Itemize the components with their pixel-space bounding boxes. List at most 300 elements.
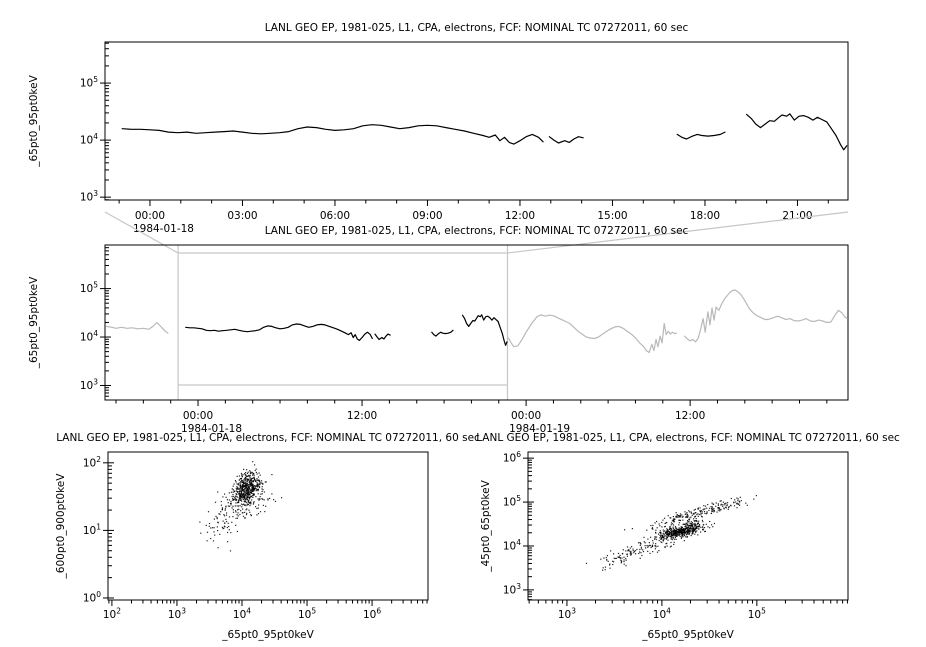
scatter-point — [246, 502, 247, 503]
scatter-point — [718, 503, 719, 504]
scatter-point — [249, 505, 250, 506]
scatter-point — [685, 517, 686, 518]
scatter-point — [254, 477, 255, 478]
scatter-point — [217, 526, 218, 527]
scatter-point — [691, 529, 692, 530]
scatter-point — [255, 496, 256, 497]
scatter-point — [256, 508, 257, 509]
scatter-point — [671, 538, 672, 539]
scatter-point — [217, 530, 218, 531]
scatter-point — [711, 508, 712, 509]
scatter-point — [240, 485, 241, 486]
scatter-point — [227, 527, 228, 528]
scatter-point — [695, 516, 696, 517]
scatter-point — [243, 491, 244, 492]
scatter-point — [681, 526, 682, 527]
scatter-point — [670, 528, 671, 529]
scatter-point — [675, 526, 676, 527]
scatter-point — [725, 507, 726, 508]
scatter-point — [632, 528, 633, 529]
scatter-point — [698, 516, 699, 517]
scatter-point — [722, 506, 723, 507]
scatter-point — [616, 558, 617, 559]
scatter-point — [625, 565, 626, 566]
scatter-point — [656, 521, 657, 522]
scatter-point — [249, 502, 250, 503]
scatter-point — [258, 480, 259, 481]
x-tick-label: $10^5$ — [297, 606, 317, 621]
scatter-point — [723, 508, 724, 509]
scatter-point — [645, 542, 646, 543]
scatter-point — [664, 518, 665, 519]
y-tick-label: $10^4$ — [502, 537, 521, 553]
scatter-point — [673, 544, 674, 545]
data-series — [463, 315, 508, 346]
scatter-point — [233, 496, 234, 497]
scatter-point — [662, 535, 663, 536]
scatter-point — [661, 539, 662, 540]
scatter-point — [652, 527, 653, 528]
scatter-point — [694, 524, 695, 525]
scatter-point — [701, 516, 702, 517]
scatter-point — [674, 542, 675, 543]
scatter-point — [226, 512, 227, 513]
scatter-point — [243, 494, 244, 495]
scatter-point — [244, 478, 245, 479]
scatter-point — [250, 473, 251, 474]
scatter-point — [273, 499, 274, 500]
scatter-point — [702, 529, 703, 530]
scatter-point — [217, 517, 218, 518]
scatter-point — [713, 504, 714, 505]
scatter-point — [711, 510, 712, 511]
scatter-point — [267, 499, 268, 500]
x-axis-label: _65pt0_95pt0keV — [642, 629, 734, 641]
scatter-point — [258, 498, 259, 499]
scatter-point — [702, 527, 703, 528]
scatter-point — [680, 513, 681, 514]
plot-title: LANL GEO EP, 1981-025, L1, CPA, electrons, FCF: NOMINAL TC 07272011, 60 sec — [56, 432, 480, 444]
scatter-point — [736, 498, 737, 499]
scatter-point — [706, 511, 707, 512]
panel-context-overview[interactable] — [28, 212, 848, 435]
scatter-point — [680, 534, 681, 535]
scatter-point — [251, 499, 252, 500]
scatter-point — [701, 513, 702, 514]
scatter-point — [670, 517, 671, 518]
scatter-point — [258, 500, 259, 501]
scatter-point — [650, 525, 651, 526]
scatter-point — [236, 496, 237, 497]
scatter-point — [688, 519, 689, 520]
scatter-point — [259, 499, 260, 500]
scatter-point — [262, 499, 263, 500]
scatter-point — [671, 524, 672, 525]
scatter-point — [663, 531, 664, 532]
scatter-point — [241, 499, 242, 500]
scatter-point — [704, 527, 705, 528]
scatter-point — [607, 555, 608, 556]
scatter-point — [258, 508, 259, 509]
scatter-point — [639, 551, 640, 552]
scatter-point — [683, 529, 684, 530]
scatter-point — [643, 537, 644, 538]
scatter-point — [623, 561, 624, 562]
scatter-point — [225, 506, 226, 507]
scatter-point — [673, 537, 674, 538]
scatter-point — [655, 530, 656, 531]
scatter-point — [241, 478, 242, 479]
scatter-point — [668, 515, 669, 516]
scatter-point — [257, 473, 258, 474]
plot-title: LANL GEO EP, 1981-025, L1, CPA, electrons, FCF: NOMINAL TC 07272011, 60 sec — [476, 432, 900, 444]
scatter-point — [615, 558, 616, 559]
scatter-point — [641, 547, 642, 548]
scatter-point — [640, 542, 641, 543]
scatter-point — [255, 480, 256, 481]
scatter-point — [233, 492, 234, 493]
scatter-point — [213, 527, 214, 528]
scatter-point — [662, 520, 663, 521]
scatter-point — [690, 530, 691, 531]
scatter-point — [652, 545, 653, 546]
scatter-point — [253, 491, 254, 492]
scatter-point — [246, 490, 247, 491]
y-axis-label: _65pt0_95pt0keV — [28, 75, 40, 167]
scatter-point — [674, 539, 675, 540]
scatter-point — [252, 475, 253, 476]
scatter-point — [712, 506, 713, 507]
scatter-point — [250, 490, 251, 491]
scatter-point — [215, 502, 216, 503]
scatter-point — [676, 528, 677, 529]
scatter-point — [706, 524, 707, 525]
scatter-point — [705, 531, 706, 532]
scatter-point — [237, 496, 238, 497]
x-tick-label: $10^3$ — [557, 606, 577, 621]
y-tick-label: $10^3$ — [502, 581, 521, 597]
scatter-point — [603, 567, 604, 568]
scatter-point — [737, 500, 738, 501]
scatter-point — [687, 514, 688, 515]
scatter-point — [230, 504, 231, 505]
x-tick-label: $10^2$ — [102, 606, 121, 621]
scatter-point — [246, 496, 247, 497]
scatter-point — [603, 558, 604, 559]
scatter-point — [652, 529, 653, 530]
scatter-point — [243, 504, 244, 505]
scatter-point — [684, 534, 685, 535]
scatter-point — [736, 503, 737, 504]
scatter-point — [254, 488, 255, 489]
time-tick-label: 09:00 — [412, 210, 443, 222]
scatter-point — [257, 485, 258, 486]
scatter-point — [706, 508, 707, 509]
scatter-point — [723, 502, 724, 503]
scatter-point — [245, 480, 246, 481]
y-tick-label: $10^4$ — [79, 132, 98, 147]
scatter-point — [225, 508, 226, 509]
scatter-point — [199, 522, 200, 523]
scatter-point — [684, 531, 685, 532]
scatter-point — [686, 512, 687, 513]
scatter-point — [261, 488, 262, 489]
scatter-point — [681, 514, 682, 515]
scatter-point — [668, 531, 669, 532]
scatter-point — [699, 514, 700, 515]
scatter-point — [252, 493, 253, 494]
scatter-point — [248, 472, 249, 473]
scatter-point — [641, 548, 642, 549]
scatter-point — [250, 503, 251, 504]
scatter-point — [704, 511, 705, 512]
scatter-point — [675, 533, 676, 534]
panel-scatter-600-900[interactable] — [55, 432, 480, 641]
y-tick-label: $10^2$ — [82, 454, 101, 470]
scatter-point — [663, 537, 664, 538]
scatter-point — [692, 528, 693, 529]
scatter-point — [652, 551, 653, 552]
scatter-point — [258, 493, 259, 494]
scatter-point — [627, 546, 628, 547]
scatter-point — [691, 512, 692, 513]
scatter-point — [737, 503, 738, 504]
scatter-point — [243, 469, 244, 470]
scatter-point — [238, 499, 239, 500]
panel-main-timeseries[interactable] — [28, 22, 848, 235]
scatter-point — [237, 518, 238, 519]
scatter-point — [719, 507, 720, 508]
scatter-point — [660, 541, 661, 542]
scatter-point — [684, 524, 685, 525]
scatter-point — [244, 498, 245, 499]
scatter-point — [214, 519, 215, 520]
scatter-point — [237, 491, 238, 492]
context-series — [106, 323, 167, 334]
scatter-point — [256, 478, 257, 479]
scatter-point — [695, 509, 696, 510]
scatter-point — [698, 526, 699, 527]
scatter-point — [215, 516, 216, 517]
scatter-point — [248, 491, 249, 492]
scatter-point — [247, 492, 248, 493]
scatter-point — [627, 556, 628, 557]
scatter-point — [248, 475, 249, 476]
scatter-point — [240, 488, 241, 489]
scatter-point — [663, 529, 664, 530]
scatter-point — [673, 533, 674, 534]
time-tick-label: 12:00 — [674, 410, 706, 422]
scatter-point — [254, 501, 255, 502]
scatter-point — [224, 526, 225, 527]
scatter-point — [660, 530, 661, 531]
scatter-point — [678, 533, 679, 534]
scatter-point — [240, 487, 241, 488]
x-tick-label: $10^5$ — [747, 606, 766, 621]
scatter-point — [652, 540, 653, 541]
scatter-point — [664, 538, 665, 539]
scatter-point — [647, 539, 648, 540]
scatter-point — [642, 549, 643, 550]
scatter-point — [247, 473, 248, 474]
scatter-point — [240, 490, 241, 491]
scatter-point — [247, 499, 248, 500]
scatter-point — [678, 535, 679, 536]
scatter-point — [663, 539, 664, 540]
scatter-point — [232, 498, 233, 499]
scatter-point — [271, 474, 272, 475]
scatter-point — [694, 520, 695, 521]
scatter-point — [695, 531, 696, 532]
scatter-point — [213, 531, 214, 532]
scatter-point — [242, 480, 243, 481]
scatter-point — [246, 476, 247, 477]
scatter-point — [639, 549, 640, 550]
scatter-point — [685, 523, 686, 524]
scatter-point — [233, 512, 234, 513]
panel-scatter-45-65[interactable] — [476, 432, 900, 641]
scatter-point — [677, 515, 678, 516]
scatter-point — [640, 543, 641, 544]
scatter-point — [706, 513, 707, 514]
scatter-point — [699, 524, 700, 525]
scatter-point — [734, 505, 735, 506]
scatter-point — [647, 545, 648, 546]
scatter-point — [687, 522, 688, 523]
scatter-point — [210, 538, 211, 539]
scatter-point — [658, 550, 659, 551]
scatter-point — [685, 526, 686, 527]
scatter-point — [242, 490, 243, 491]
scatter-point — [657, 552, 658, 553]
scatter-point — [249, 497, 250, 498]
scatter-point — [655, 548, 656, 549]
scatter-point — [629, 551, 630, 552]
scatter-point — [235, 505, 236, 506]
scatter-point — [255, 485, 256, 486]
scatter-point — [671, 522, 672, 523]
scatter-point — [704, 513, 705, 514]
scatter-point — [688, 531, 689, 532]
scatter-point — [677, 532, 678, 533]
scatter-point — [218, 522, 219, 523]
scatter-point — [673, 520, 674, 521]
scatter-point — [244, 473, 245, 474]
scatter-point — [695, 525, 696, 526]
scatter-point — [679, 527, 680, 528]
y-tick-label: $10^1$ — [82, 522, 101, 537]
scatter-point — [720, 509, 721, 510]
y-tick-label: $10^3$ — [79, 189, 98, 204]
scatter-point — [666, 531, 667, 532]
scatter-point — [688, 525, 689, 526]
scatter-point — [666, 538, 667, 539]
scatter-point — [246, 469, 247, 470]
scatter-point — [253, 502, 254, 503]
scatter-point — [219, 514, 220, 515]
y-axis-label: _65pt0_95pt0keV — [28, 276, 40, 369]
scatter-point — [228, 523, 229, 524]
scatter-point — [254, 464, 255, 465]
scatter-point — [676, 539, 677, 540]
scatter-point — [656, 539, 657, 540]
scatter-point — [236, 481, 237, 482]
scatter-point — [636, 549, 637, 550]
scatter-point — [661, 526, 662, 527]
scatter-point — [703, 509, 704, 510]
scatter-point — [228, 526, 229, 527]
scatter-point — [240, 484, 241, 485]
scatter-point — [221, 505, 222, 506]
scatter-point — [685, 536, 686, 537]
scatter-point — [239, 514, 240, 515]
scatter-point — [690, 531, 691, 532]
scatter-point — [255, 470, 256, 471]
scatter-point — [700, 507, 701, 508]
scatter-point — [625, 558, 626, 559]
plot-title: LANL GEO EP, 1981-025, L1, CPA, electrons, FCF: NOMINAL TC 07272011, 60 sec — [264, 225, 689, 237]
scatter-point — [702, 511, 703, 512]
scatter-point — [207, 540, 208, 541]
scatter-point — [659, 525, 660, 526]
y-tick-label: $10^6$ — [502, 450, 521, 465]
scatter-point — [228, 502, 229, 503]
scatter-point — [254, 479, 255, 480]
scatter-point — [224, 494, 225, 495]
time-tick-label: 00:00 — [134, 210, 166, 222]
scatter-point — [610, 568, 611, 569]
scatter-point — [645, 547, 646, 548]
data-series — [375, 334, 390, 339]
scatter-point — [238, 501, 239, 502]
scatter-point — [217, 518, 218, 519]
scatter-point — [241, 473, 242, 474]
scatter-point — [256, 482, 257, 483]
scatter-point — [681, 536, 682, 537]
scatter-point — [719, 510, 720, 511]
scatter-point — [253, 481, 254, 482]
scatter-point — [240, 498, 241, 499]
scatter-point — [698, 508, 699, 509]
scatter-point — [605, 569, 606, 570]
scatter-point — [709, 508, 710, 509]
scatter-point — [694, 510, 695, 511]
scatter-point — [709, 521, 710, 522]
scatter-point — [241, 501, 242, 502]
scatter-point — [246, 491, 247, 492]
scatter-point — [281, 497, 282, 498]
scatter-point — [694, 529, 695, 530]
scatter-point — [649, 545, 650, 546]
scatter-point — [679, 532, 680, 533]
scatter-point — [696, 527, 697, 528]
scatter-point — [640, 545, 641, 546]
scatter-point — [685, 528, 686, 529]
scatter-point — [673, 527, 674, 528]
scatter-point — [233, 509, 234, 510]
scatter-point — [652, 546, 653, 547]
scatter-point — [233, 486, 234, 487]
scatter-point — [695, 528, 696, 529]
scatter-point — [236, 489, 237, 490]
scatter-point — [234, 491, 235, 492]
scatter-point — [679, 522, 680, 523]
scatter-point — [225, 510, 226, 511]
scatter-point — [232, 506, 233, 507]
scatter-point — [705, 506, 706, 507]
scatter-point — [649, 553, 650, 554]
panel-border — [105, 42, 848, 200]
